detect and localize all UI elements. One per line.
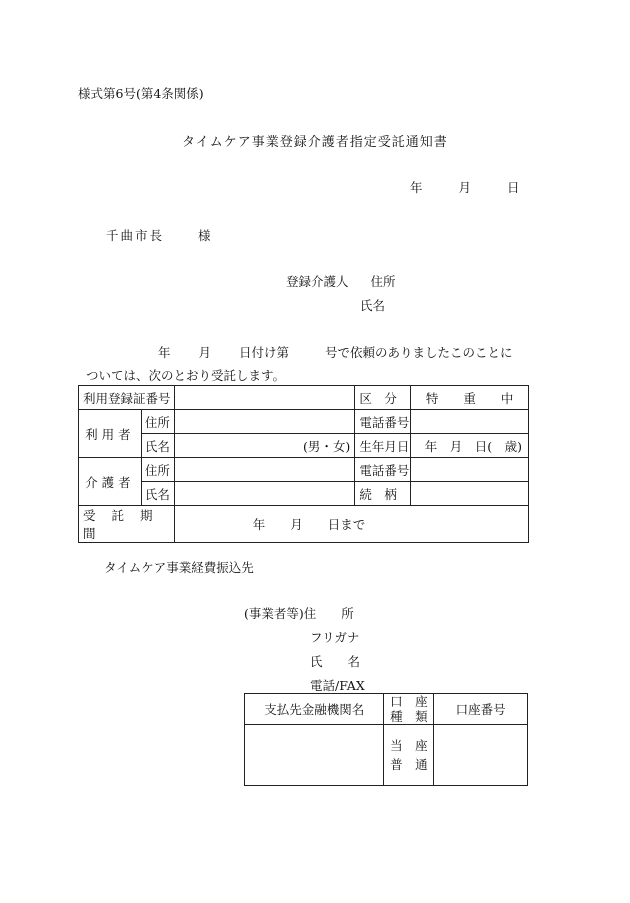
period-label: 受託期間 bbox=[79, 506, 175, 543]
type-ordinary[interactable]: 普 通 bbox=[390, 757, 428, 772]
bank-header: 支払先金融機関名 bbox=[245, 694, 384, 725]
category-value: 特 重 中 bbox=[411, 386, 529, 410]
body-year: 年 bbox=[158, 345, 171, 360]
relation-label: 続 柄 bbox=[355, 482, 411, 506]
registered-caregiver bbox=[286, 272, 396, 290]
payee-address-row bbox=[244, 604, 354, 622]
account-type-header-1: 口 座 bbox=[390, 694, 428, 709]
card-no-label: 利用登録証番号 bbox=[79, 386, 175, 410]
form-number: 様式第6号(第4条関係) bbox=[78, 86, 204, 101]
user-phone-value[interactable] bbox=[411, 410, 529, 434]
caregiver-group-label: 介護者 bbox=[79, 458, 142, 506]
bank-table bbox=[244, 693, 528, 786]
relation-value[interactable] bbox=[411, 482, 529, 506]
date-day: 日 bbox=[506, 180, 520, 195]
type-current[interactable]: 当 座 bbox=[390, 738, 428, 753]
birth-label: 生年月日 bbox=[355, 434, 411, 458]
caregiver-label: 登録介護人 bbox=[286, 274, 349, 289]
period-value: 年 月 日まで bbox=[174, 506, 528, 543]
body-month: 月 bbox=[198, 345, 212, 360]
payee-prefix: (事業者等) bbox=[244, 606, 304, 621]
category-label: 区 分 bbox=[355, 386, 411, 410]
account-type-header-2: 種 類 bbox=[390, 709, 428, 724]
caregiver-name-label: 氏名 bbox=[360, 298, 386, 313]
caregiver-address-value[interactable] bbox=[174, 458, 355, 482]
caregiver-name-value[interactable] bbox=[174, 482, 355, 506]
birth-value: 年 月 日( 歳) bbox=[411, 434, 529, 458]
caregiver-address-label: 住所 bbox=[370, 274, 396, 289]
addressee-name: 千曲市長 bbox=[106, 228, 165, 243]
card-no-value[interactable] bbox=[174, 386, 355, 410]
user-gender: (男・女) bbox=[174, 434, 355, 458]
date-year: 年 bbox=[410, 180, 423, 195]
caregiver-address-cell: 住所 bbox=[141, 458, 174, 482]
user-name-label: 氏名 bbox=[141, 434, 174, 458]
payee-name-label: 氏 名 bbox=[310, 654, 361, 669]
account-no-value[interactable] bbox=[434, 725, 528, 786]
user-address-label: 住所 bbox=[141, 410, 174, 434]
addressee-honorific: 様 bbox=[197, 228, 211, 243]
info-table bbox=[78, 385, 529, 543]
body-dated-no: 日付け第 bbox=[239, 345, 290, 360]
user-group-label: 利用者 bbox=[79, 410, 142, 458]
body-rest: 号で依頼のありましたこのことに bbox=[325, 345, 513, 360]
body-line-1 bbox=[158, 343, 513, 361]
caregiver-phone-value[interactable] bbox=[411, 458, 529, 482]
account-no-header: 口座番号 bbox=[434, 694, 528, 725]
payee-furigana-label: フリガナ bbox=[310, 630, 360, 645]
account-type-header bbox=[384, 694, 434, 725]
caregiver-phone-label: 電話番号 bbox=[355, 458, 411, 482]
document-title: タイムケア事業登録介護者指定受託通知書 bbox=[182, 135, 448, 150]
user-phone-label: 電話番号 bbox=[355, 410, 411, 434]
account-type-options bbox=[384, 725, 434, 786]
payment-heading: タイムケア事業経費振込先 bbox=[104, 560, 254, 575]
date-line bbox=[410, 178, 519, 196]
body-line-2: ついては、次のとおり受託します。 bbox=[86, 368, 286, 383]
payee-phone-fax-label: 電話/FAX bbox=[310, 678, 365, 693]
caregiver-name-cell: 氏名 bbox=[141, 482, 174, 506]
payee-address-label: 住 所 bbox=[303, 606, 354, 621]
user-address-value[interactable] bbox=[174, 410, 355, 434]
bank-name-value[interactable] bbox=[245, 725, 384, 786]
date-month: 月 bbox=[458, 180, 471, 195]
addressee bbox=[106, 226, 211, 244]
